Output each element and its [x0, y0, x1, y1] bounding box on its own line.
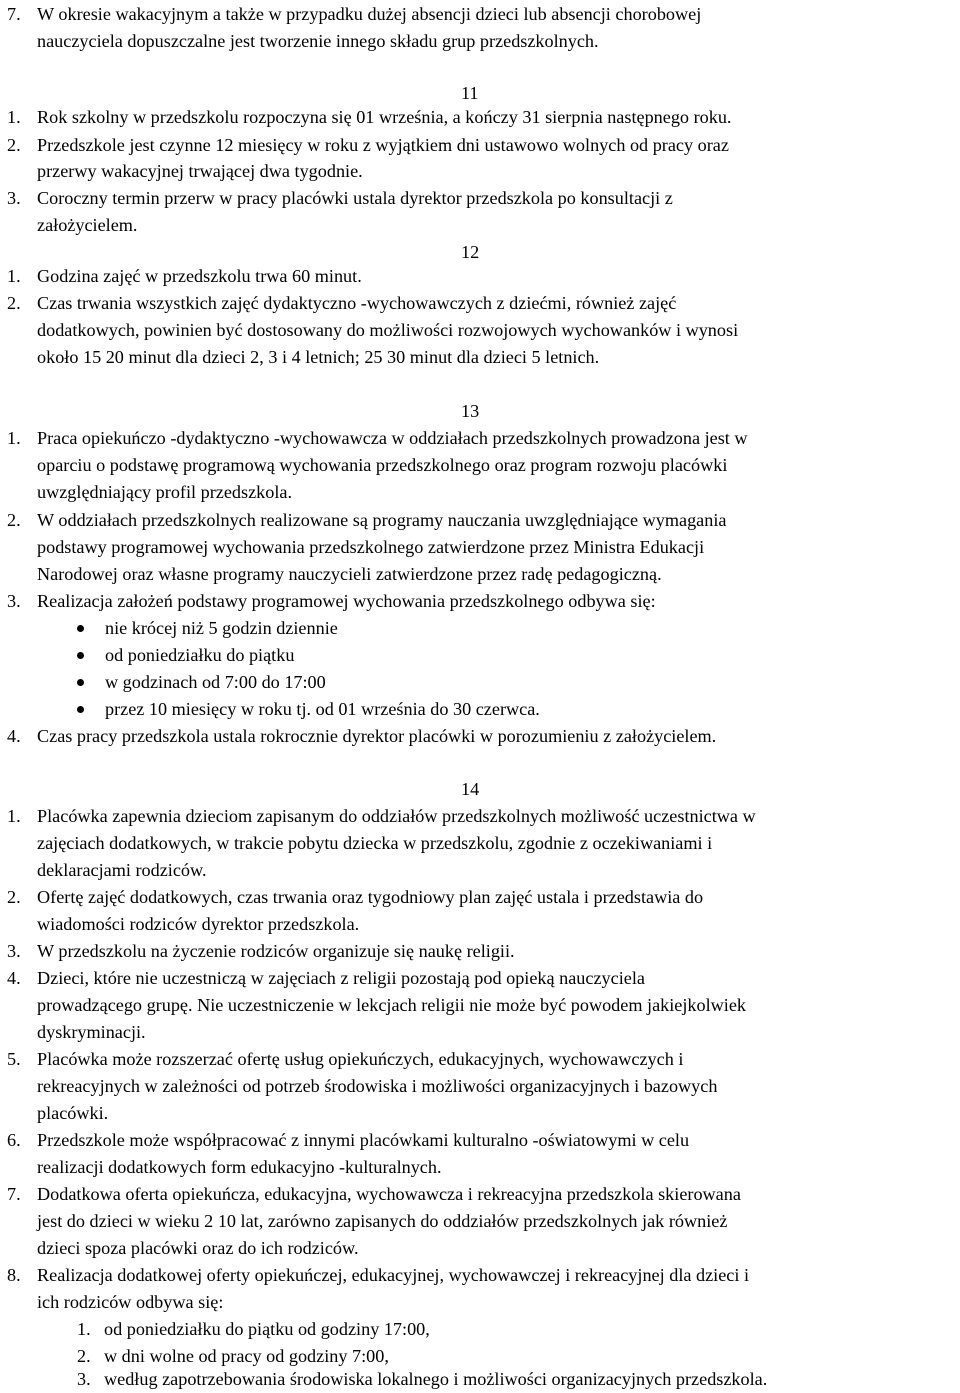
- item-text-line: jest do dzieci w wieku 2 10 lat, zarówno zapisanych do oddziałów przedszkolnych jak również: [37, 1211, 728, 1231]
- item-number: 7.: [7, 1184, 21, 1204]
- item-text-line: Narodowej oraz własne programy nauczycieli zatwierdzone przez radę pedagogiczną.: [37, 564, 662, 584]
- item-text-line: Placówka może rozszerzać ofertę usług opiekuńczych, edukacyjnych, wychowawczych i: [37, 1049, 684, 1069]
- item-text-line: deklaracjami rodziców.: [37, 860, 207, 880]
- item-number: 1.: [7, 428, 21, 448]
- item-number: 1.: [7, 107, 21, 127]
- item-text-line: dyskryminacji.: [37, 1022, 146, 1042]
- item-text-line: podstawy programowej wychowania przedszkolnego zatwierdzone przez Ministra Edukacji: [37, 537, 705, 557]
- item-text-line: wiadomości rodziców dyrektor przedszkola.: [37, 914, 360, 934]
- bullet-item: w godzinach od 7:00 do 17:00: [105, 672, 326, 692]
- item-number: 3.: [7, 941, 21, 961]
- bullet-item: nie krócej niż 5 godzin dziennie: [105, 618, 338, 638]
- item-text-line: Rok szkolny w przedszkolu rozpoczyna się 01 września, a kończy 31 sierpnia następnego roku.: [37, 107, 732, 127]
- item-text-line: Realizacja założeń podstawy programowej wychowania przedszkolnego odbywa się:: [37, 591, 656, 611]
- subitem-number: 2.: [77, 1346, 91, 1366]
- item-text-line: Godzina zajęć w przedszkolu trwa 60 minut.: [37, 266, 362, 286]
- item-number: 4.: [7, 726, 21, 746]
- item-text-line: Ofertę zajęć dodatkowych, czas trwania oraz tygodniowy plan zajęć ustala i przedstawia do: [37, 887, 704, 907]
- item-text-line: Praca opiekuńczo -dydaktyczno -wychowawcza w oddziałach przedszkolnych prowadzona jest w: [37, 428, 748, 448]
- item-text-line: W okresie wakacyjnym a także w przypadku dużej absencji dzieci lub absencji chorobowej: [37, 4, 702, 24]
- bullet-icon: [77, 625, 84, 632]
- item-text-line: około 15 20 minut dla dzieci 2, 3 i 4 letnich; 25 30 minut dla dzieci 5 letnich.: [37, 347, 600, 367]
- item-text-line: placówki.: [37, 1103, 109, 1123]
- subitem-text: w dni wolne od pracy od godziny 7:00,: [104, 1346, 389, 1366]
- subitem-text: według zapotrzebowania środowiska lokalnego i możliwości organizacyjnych przedszkola.: [104, 1369, 768, 1389]
- subitem-text: od poniedziałku do piątku od godziny 17:00,: [104, 1319, 430, 1339]
- item-number: 4.: [7, 968, 21, 988]
- item-text-line: prowadzącego grupę. Nie uczestniczenie w lekcjach religii nie może być powodem jakiejkolwiek: [37, 995, 747, 1015]
- item-number: 3.: [7, 591, 21, 611]
- item-number: 1.: [7, 806, 21, 826]
- item-text-line: Realizacja dodatkowej oferty opiekuńczej, edukacyjnej, wychowawczej i rekreacyjnej dla dzieci i: [37, 1265, 750, 1285]
- item-text-line: Czas trwania wszystkich zajęć dydaktyczno -wychowawczych z dziećmi, również zajęć: [37, 293, 677, 313]
- item-number: 2.: [7, 135, 21, 155]
- section-heading: 13: [461, 401, 480, 421]
- bullet-icon: [77, 652, 84, 659]
- item-number: 8.: [7, 1265, 21, 1285]
- item-text-line: dzieci spoza placówki oraz do ich rodziców.: [37, 1238, 359, 1258]
- bullet-item: od poniedziałku do piątku: [105, 645, 295, 665]
- item-text-line: uwzględniający profil przedszkola.: [37, 482, 293, 502]
- subitem-number: 1.: [77, 1319, 91, 1339]
- item-number: 2.: [7, 887, 21, 907]
- item-number: 1.: [7, 266, 21, 286]
- item-number: 6.: [7, 1130, 21, 1150]
- item-text-line: Przedszkole jest czynne 12 miesięcy w roku z wyjątkiem dni ustawowo wolnych od pracy oraz: [37, 135, 729, 155]
- item-number: 7.: [7, 4, 21, 24]
- item-number: 2.: [7, 293, 21, 313]
- item-text-line: W przedszkolu na życzenie rodziców organizuje się naukę religii.: [37, 941, 515, 961]
- item-text-line: Przedszkole może współpracować z innymi placówkami kulturalno -oświatowymi w celu: [37, 1130, 690, 1150]
- item-text-line: założycielem.: [37, 215, 138, 235]
- section-heading: 11: [461, 83, 479, 103]
- item-text-line: Coroczny termin przerw w pracy placówki ustala dyrektor przedszkola po konsultacji z: [37, 188, 673, 208]
- item-text-line: Dodatkowa oferta opiekuńcza, edukacyjna, wychowawcza i rekreacyjna przedszkola skierowana: [37, 1184, 741, 1204]
- item-number: 2.: [7, 510, 21, 530]
- item-text-line: nauczyciela dopuszczalne jest tworzenie innego składu grup przedszkolnych.: [37, 31, 599, 51]
- item-text-line: dodatkowych, powinien być dostosowany do możliwości rozwojowych wychowanków i wynosi: [37, 320, 739, 340]
- item-text-line: Placówka zapewnia dzieciom zapisanym do oddziałów przedszkolnych możliwość uczestnictwa w: [37, 806, 756, 826]
- item-text-line: przerwy wakacyjnej trwającej dwa tygodnie.: [37, 161, 363, 181]
- bullet-icon: [77, 706, 84, 713]
- section-heading: 12: [461, 242, 480, 262]
- bullet-item: przez 10 miesięcy w roku tj. od 01 września do 30 czerwca.: [105, 699, 540, 719]
- section-heading: 14: [461, 779, 480, 799]
- bullet-icon: [77, 679, 84, 686]
- item-text-line: Czas pracy przedszkola ustala rokrocznie dyrektor placówki w porozumieniu z założycielem.: [37, 726, 717, 746]
- item-text-line: oparciu o podstawę programową wychowania przedszkolnego oraz program rozwoju placówki: [37, 455, 728, 475]
- item-text-line: Dzieci, które nie uczestniczą w zajęciach z religii pozostają pod opieką nauczyciela: [37, 968, 645, 988]
- item-number: 3.: [7, 188, 21, 208]
- subitem-number: 3.: [77, 1369, 91, 1389]
- item-text-line: ich rodziców odbywa się:: [37, 1292, 224, 1312]
- item-text-line: W oddziałach przedszkolnych realizowane są programy nauczania uwzględniające wymagania: [37, 510, 727, 530]
- item-number: 5.: [7, 1049, 21, 1069]
- item-text-line: realizacji dodatkowych form edukacyjno -kulturalnych.: [37, 1157, 442, 1177]
- item-text-line: rekreacyjnych w zależności od potrzeb środowiska i możliwości organizacyjnych i bazowych: [37, 1076, 718, 1096]
- item-text-line: zajęciach dodatkowych, w trakcie pobytu dziecka w przedszkolu, zgodnie z oczekiwaniami i: [37, 833, 713, 853]
